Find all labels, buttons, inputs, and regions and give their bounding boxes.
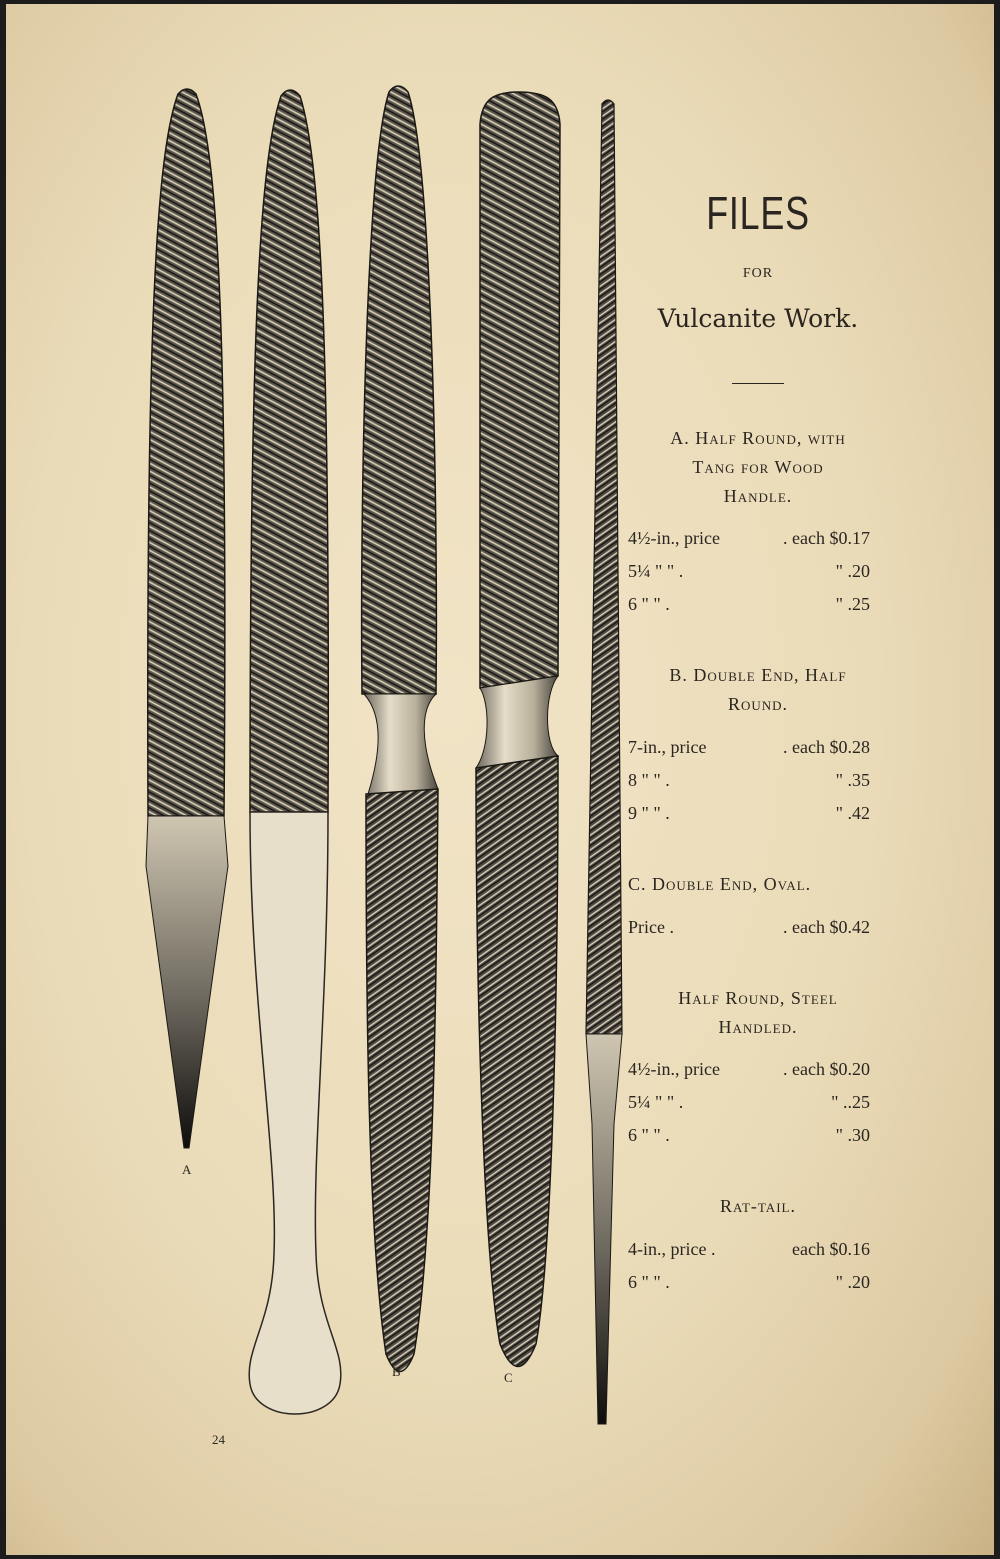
price-row: 4½-in., price . each $0.20 (628, 1059, 870, 1080)
price-row: 6 " " . " .30 (628, 1125, 870, 1146)
price-row: 5¼ " " . " ..25 (628, 1092, 870, 1113)
figure-label-c: C (504, 1370, 513, 1385)
price-row: Price . . each $0.42 (628, 916, 870, 937)
page-subtitle: Vulcanite Work. (657, 304, 859, 333)
catalog-page (6, 4, 994, 1555)
price-row: 4½-in., price . each $0.17 (628, 528, 870, 549)
price-row: 5¼ " " . " .20 (628, 561, 870, 582)
section-heading: C. Double End, Oval. (628, 873, 812, 894)
section-heading: B. Double End, Half Round. (669, 665, 847, 715)
figure-label-b: B (392, 1364, 401, 1379)
section-c (628, 870, 888, 944)
steel-handled-file-drawing (249, 90, 341, 1414)
price-row: 4-in., price . each $0.16 (628, 1239, 870, 1260)
section-heading: Half Round, Steel Handled. (678, 987, 838, 1037)
file-b-drawing (362, 86, 438, 1372)
price-row: 6 " " . " .25 (628, 594, 870, 615)
section-a (628, 424, 888, 621)
section-b (628, 661, 888, 830)
section-heading: Rat-tail. (720, 1196, 796, 1217)
price-row: 8 " " . " .35 (628, 769, 870, 790)
section-rat-tail (628, 1192, 888, 1299)
figure-label-a: A (182, 1162, 192, 1177)
file-c-drawing (476, 92, 560, 1367)
price-row: 7-in., price . each $0.28 (628, 736, 870, 757)
page-title: FILES (706, 187, 810, 239)
price-list (628, 184, 888, 1299)
price-row: 6 " " . " .20 (628, 1272, 870, 1293)
page-number: 24 (212, 1432, 225, 1447)
divider-rule (732, 383, 784, 384)
section-heading: A. Half Round, with Tang for Wood Handle. (670, 428, 846, 506)
rat-tail-file-drawing (586, 100, 622, 1424)
price-row: 9 " " . " .42 (628, 802, 870, 823)
file-a-drawing (146, 89, 228, 1148)
title-for: FOR (742, 266, 774, 281)
section-steel-handled (628, 984, 888, 1153)
